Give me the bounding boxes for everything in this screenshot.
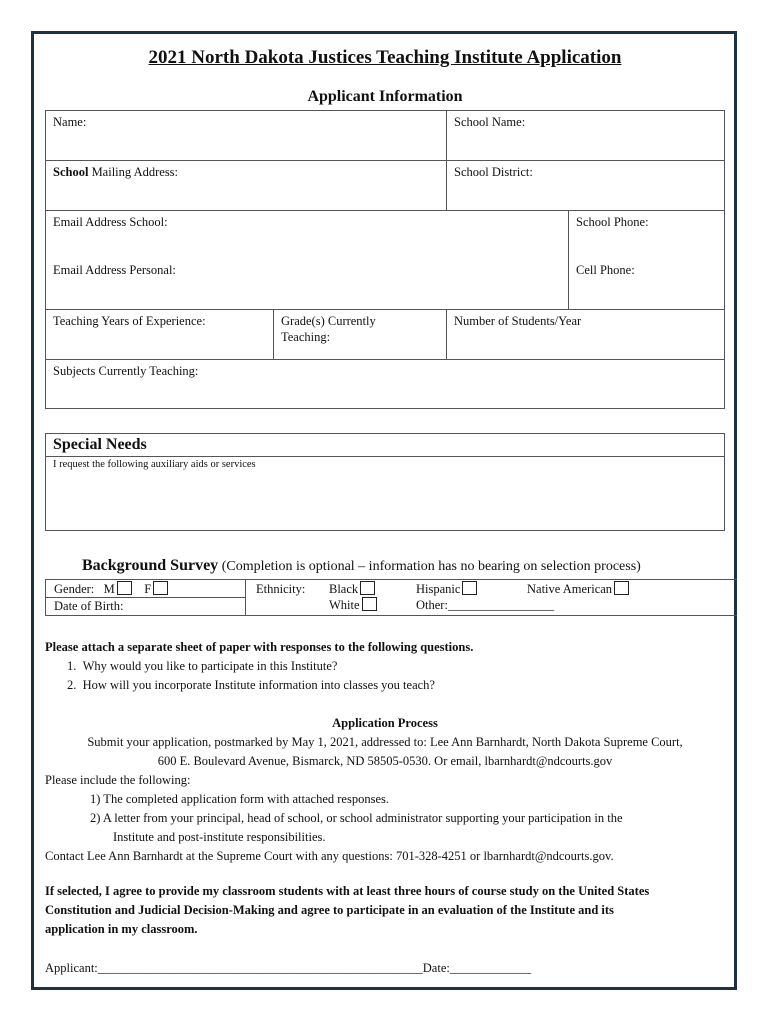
background-survey-grid bbox=[45, 579, 737, 616]
questions-section bbox=[45, 638, 735, 695]
native-american-option: Native American bbox=[527, 581, 629, 597]
subjects-field[interactable] bbox=[45, 359, 725, 409]
applicant-info-heading: Applicant Information bbox=[307, 88, 463, 105]
gender-row: Gender: M F bbox=[54, 581, 168, 597]
black-checkbox[interactable] bbox=[360, 581, 375, 595]
phone-fields[interactable] bbox=[568, 210, 725, 310]
special-needs-box bbox=[45, 433, 725, 531]
name-label: Name: bbox=[53, 115, 87, 129]
mailing-address-field[interactable] bbox=[45, 160, 447, 211]
hispanic-checkbox[interactable] bbox=[462, 581, 477, 595]
gender-f-checkbox[interactable] bbox=[153, 581, 168, 595]
subjects-label: Subjects Currently Teaching: bbox=[53, 364, 199, 378]
dob-label[interactable]: Date of Birth: bbox=[54, 599, 124, 613]
process-heading: Application Process bbox=[332, 716, 438, 730]
process-item-2: 2) A letter from your principal, head of school, or school administrator supporting your participation in the bbox=[90, 811, 623, 825]
school-district-label: School District: bbox=[454, 165, 533, 179]
white-checkbox[interactable] bbox=[362, 597, 377, 611]
special-needs-text: I request the following auxiliary aids or services bbox=[53, 459, 256, 470]
question-1: 1. Why would you like to participate in this Institute? bbox=[67, 659, 338, 673]
questions-intro: Please attach a separate sheet of paper with responses to the following questions. bbox=[45, 640, 474, 654]
school-phone-label: School Phone: bbox=[576, 215, 649, 229]
mailing-address-label: School Mailing Address: bbox=[53, 165, 179, 179]
form-title: 2021 North Dakota Justices Teaching Institute Application bbox=[148, 47, 622, 68]
school-district-field[interactable] bbox=[446, 160, 725, 211]
background-survey-heading: Background Survey (Completion is optional – information has no bearing on selection process) bbox=[82, 557, 641, 574]
email-personal-label: Email Address Personal: bbox=[53, 263, 176, 277]
agreement-text: If selected, I agree to provide my classroom students with at least three hours of course study on the United States Constitution and Judicial Decision-Making and agree to participate in an evaluation of the Institute and its application in my classroom. bbox=[45, 884, 650, 936]
black-option: Black bbox=[329, 581, 375, 597]
native-american-checkbox[interactable] bbox=[614, 581, 629, 595]
special-needs-input[interactable] bbox=[46, 457, 724, 531]
school-name-label: School Name: bbox=[454, 115, 526, 129]
grades-field[interactable] bbox=[273, 309, 447, 360]
cell-phone-label: Cell Phone: bbox=[576, 263, 635, 277]
ethnicity-label: Ethnicity: bbox=[256, 582, 306, 596]
email-fields[interactable] bbox=[45, 210, 569, 310]
special-needs-heading: Special Needs bbox=[46, 434, 724, 457]
students-field[interactable] bbox=[446, 309, 725, 360]
grades-label: Grade(s) Currently Teaching: bbox=[281, 314, 376, 344]
process-item-1: 1) The completed application form with attached responses. bbox=[90, 792, 389, 806]
applicant-info-grid bbox=[45, 110, 725, 409]
name-field[interactable] bbox=[45, 110, 447, 161]
signature-line[interactable]: Applicant:____________________________________________________Date:_____________ bbox=[45, 961, 532, 975]
white-option: White bbox=[329, 597, 377, 613]
other-field[interactable]: Other:_________________ bbox=[416, 598, 555, 612]
years-experience-label: Teaching Years of Experience: bbox=[53, 314, 206, 328]
school-name-field[interactable] bbox=[446, 110, 725, 161]
email-school-label: Email Address School: bbox=[53, 215, 168, 229]
students-label: Number of Students/Year bbox=[454, 314, 582, 328]
survey-divider bbox=[245, 580, 246, 615]
process-item-2-cont: Institute and post-institute responsibilities. bbox=[113, 830, 326, 844]
process-contact: Contact Lee Ann Barnhardt at the Supreme Court with any questions: 701-328-4251 or lbarnhardt@ndcourts.gov. bbox=[45, 849, 614, 863]
question-2: 2. How will you incorporate Institute information into classes you teach? bbox=[67, 678, 435, 692]
years-experience-field[interactable] bbox=[45, 309, 274, 360]
gender-m-checkbox[interactable] bbox=[117, 581, 132, 595]
application-process-section bbox=[45, 714, 725, 866]
process-line-2: 600 E. Boulevard Avenue, Bismarck, ND 58505-0530. Or email, lbarnhardt@ndcourts.gov bbox=[157, 754, 613, 768]
process-line-1: Submit your application, postmarked by May 1, 2021, addressed to: Lee Ann Barnhardt, North Dakota Supreme Court, bbox=[87, 735, 683, 749]
process-include: Please include the following: bbox=[45, 773, 191, 787]
hispanic-option: Hispanic bbox=[416, 581, 477, 597]
